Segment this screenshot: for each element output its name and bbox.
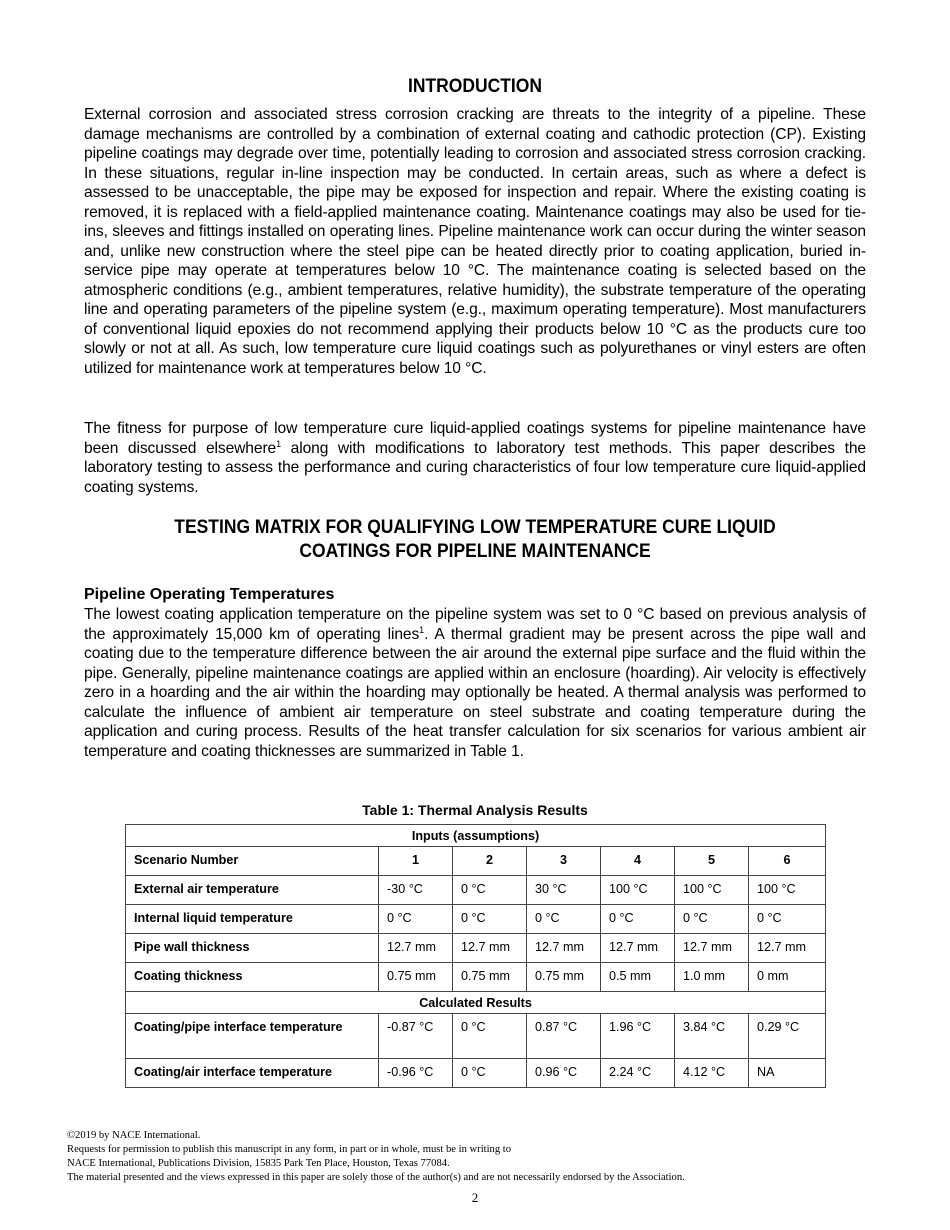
table-cell: 12.7 mm bbox=[749, 934, 826, 963]
inputs-section-header: Inputs (assumptions) bbox=[126, 825, 826, 847]
table-cell: 0.87 °C bbox=[527, 1014, 601, 1059]
table-cell: -0.87 °C bbox=[379, 1014, 453, 1059]
table-cell: 0 °C bbox=[601, 905, 675, 934]
scenario-number: 6 bbox=[749, 847, 826, 876]
scenario-number: 3 bbox=[527, 847, 601, 876]
table-cell: 0 °C bbox=[453, 1014, 527, 1059]
row-label: External air temperature bbox=[126, 876, 379, 905]
copyright-footer bbox=[67, 1129, 867, 1185]
table-row bbox=[126, 1014, 826, 1059]
table-row bbox=[126, 934, 826, 963]
reference-superscript: 1 bbox=[419, 624, 425, 635]
row-label: Pipe wall thickness bbox=[126, 934, 379, 963]
table-cell: 0.96 °C bbox=[527, 1059, 601, 1088]
table-row bbox=[126, 963, 826, 992]
table-row bbox=[126, 905, 826, 934]
table-row bbox=[126, 876, 826, 905]
table-cell: 0.75 mm bbox=[527, 963, 601, 992]
section-subheading: Pipeline Operating Temperatures bbox=[84, 586, 335, 603]
scenario-number: 5 bbox=[675, 847, 749, 876]
table-cell: 12.7 mm bbox=[675, 934, 749, 963]
row-label: Coating/air interface temperature bbox=[126, 1059, 379, 1088]
results-section-row bbox=[126, 992, 826, 1014]
paragraph-text: . A thermal gradient may be present across the pipe wall and coating due to the temperature difference between the air around the external pipe surface and the fluid within the pipe. Generally, pipeline maintenance coatings are applied within an enclosure (hoarding). Air velocity is effectively zero in a hoarding and the air within the hoarding may optionally be heated. A thermal analysis was performed to calculate the influence of ambient air temperature on steel substrate and coating temperature during the application and curing process. Results of the heat transfer calculation for six scenarios for various ambient air temperature and coating thicknesses are summarized in Table 1. bbox=[84, 625, 866, 760]
row-label: Coating thickness bbox=[126, 963, 379, 992]
table-cell: 0 °C bbox=[749, 905, 826, 934]
paragraph-text: The lowest coating application temperature on the pipeline system was set to 0 °C based on previous analysis of the approximately 15,000 km of operating lines bbox=[84, 606, 866, 643]
table-cell: 12.7 mm bbox=[379, 934, 453, 963]
address-line: NACE International, Publications Division, 15835 Park Ten Place, Houston, Texas 77084. bbox=[67, 1157, 450, 1169]
table-cell: 0 °C bbox=[675, 905, 749, 934]
table-cell: 0 °C bbox=[453, 1059, 527, 1088]
testing-matrix-heading bbox=[115, 516, 834, 564]
inputs-section-row bbox=[126, 825, 826, 847]
results-section-header: Calculated Results bbox=[126, 992, 826, 1014]
table-caption: Table 1: Thermal Analysis Results bbox=[362, 802, 588, 818]
table-cell: 12.7 mm bbox=[527, 934, 601, 963]
scenario-row bbox=[126, 847, 826, 876]
operating-temperatures-paragraph bbox=[84, 605, 866, 761]
table-cell: 0.29 °C bbox=[749, 1014, 826, 1059]
table-cell: 0.5 mm bbox=[601, 963, 675, 992]
table-cell: 1.96 °C bbox=[601, 1014, 675, 1059]
table-cell: 0 °C bbox=[379, 905, 453, 934]
table-cell: 30 °C bbox=[527, 876, 601, 905]
thermal-analysis-table bbox=[125, 824, 826, 1088]
table-cell: 0.75 mm bbox=[453, 963, 527, 992]
table-cell: 2.24 °C bbox=[601, 1059, 675, 1088]
row-label: Internal liquid temperature bbox=[126, 905, 379, 934]
table-cell: 1.0 mm bbox=[675, 963, 749, 992]
table-cell: 100 °C bbox=[749, 876, 826, 905]
table-cell: 0 °C bbox=[453, 876, 527, 905]
table-cell: 0 °C bbox=[453, 905, 527, 934]
introduction-paragraph-1: External corrosion and associated stress corrosion cracking are threats to the integrity of a pipeline. These damage mechanisms are controlled by a combination of external coating and cathodic protection (CP). Existing pipeline coatings may degrade over time, potentially leading to corrosion and associated stress corrosion cracking. In these situations, regular in-line inspection may be conducted. In certain areas, such as where a defect is assessed to be unacceptable, the pipe may be exposed for inspection and repair. Where the existing coating is removed, it is replaced with a field-applied maintenance coating. Maintenance coatings may also be used for tie-ins, sleeves and fittings installed on operating lines. Pipeline maintenance work can occur during the winter season and, unlike new construction where the steel pipe can be heated directly prior to coating application, buried in-service pipe may operate at temperatures below 10 °C. The maintenance coating is selected based on the atmospheric conditions (e.g., ambient temperatures, relative humidity), the substrate temperature of the operating line and operating parameters of the pipeline system (e.g., maximum operating temperature). Most manufacturers of conventional liquid epoxies do not recommend applying their products below 10 °C as the products cure too slowly or not at all. As such, low temperature cure liquid coatings such as polyurethanes or vinyl esters are often utilized for maintenance work at temperatures below 10 °C. bbox=[84, 106, 866, 377]
table-cell: -0.96 °C bbox=[379, 1059, 453, 1088]
table-cell: 0 mm bbox=[749, 963, 826, 992]
permission-line: Requests for permission to publish this manuscript in any form, in part or in whole, must be in writing to bbox=[67, 1143, 512, 1155]
page-number: 2 bbox=[471, 1190, 479, 1205]
paragraph-text: The fitness for purpose of low temperature cure liquid-applied coatings systems for pipeline maintenance have been discussed elsewhere bbox=[84, 420, 866, 457]
heading-line-1: TESTING MATRIX FOR QUALIFYING LOW TEMPERATURE CURE LIQUID bbox=[174, 517, 776, 538]
table-row bbox=[126, 1059, 826, 1088]
paragraph-text: along with modifications to laboratory test methods. This paper describes the laboratory testing to assess the performance and curing characteristics of four low temperature cure liquid-applied coating systems. bbox=[84, 439, 866, 496]
heading-line-2: COATINGS FOR PIPELINE MAINTENANCE bbox=[299, 541, 651, 562]
table-cell: 12.7 mm bbox=[601, 934, 675, 963]
table-cell: 4.12 °C bbox=[675, 1059, 749, 1088]
scenario-number: 2 bbox=[453, 847, 527, 876]
reference-superscript: 1 bbox=[276, 438, 282, 449]
scenario-number: 4 bbox=[601, 847, 675, 876]
table-cell: 100 °C bbox=[601, 876, 675, 905]
table-cell: 100 °C bbox=[675, 876, 749, 905]
scenario-number: 1 bbox=[379, 847, 453, 876]
table-cell: -30 °C bbox=[379, 876, 453, 905]
disclaimer-line: The material presented and the views expressed in this paper are solely those of the author(s) and are not necessarily endorsed by the Association. bbox=[67, 1171, 685, 1183]
copyright-line: ©2019 by NACE International. bbox=[67, 1130, 201, 1141]
table-cell: 0.75 mm bbox=[379, 963, 453, 992]
table-cell: 12.7 mm bbox=[453, 934, 527, 963]
row-label: Coating/pipe interface temperature bbox=[126, 1014, 379, 1059]
row-label: Scenario Number bbox=[126, 847, 379, 876]
table-cell: 3.84 °C bbox=[675, 1014, 749, 1059]
introduction-heading: INTRODUCTION bbox=[407, 76, 543, 97]
table-cell: NA bbox=[749, 1059, 826, 1088]
table-cell: 0 °C bbox=[527, 905, 601, 934]
introduction-paragraph-2 bbox=[84, 419, 866, 497]
